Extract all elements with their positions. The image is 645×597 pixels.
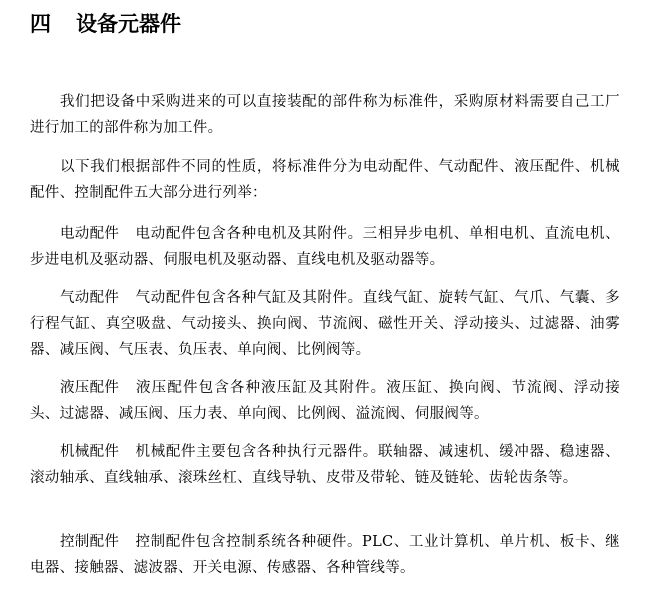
section-heading — [30, 9, 181, 39]
intro-paragraph: 我们把设备中采购进来的可以直接装配的部件称为标准件，采购原材料需要自己工厂进行加工的部件称为加工件。 — [30, 94, 620, 136]
category-term: 控制配件 — [60, 534, 120, 550]
section-title: 设备元器件 — [76, 12, 181, 36]
category-term: 气动配件 — [60, 290, 120, 306]
category-term: 电动配件 — [60, 226, 120, 242]
overview-paragraph: 以下我们根据部件不同的性质，将标准件分为电动配件、气动配件、液压配件、机械配件、控制配件五大部分进行列举： — [30, 159, 620, 201]
category-hydraulic — [30, 375, 620, 427]
category-description: 控制配件包含控制系统各种硬件。PLC、工业计算机、单片机、板卡、继电器、接触器、滤波器、开关电源、传感器、各种管线等。 — [30, 534, 620, 576]
category-pneumatic — [30, 285, 620, 363]
category-term: 机械配件 — [60, 444, 120, 460]
category-description: 气动配件包含各种气缸及其附件。直线气缸、旋转气缸、气爪、气囊、多行程气缸、真空吸盘、气动接头、换向阀、节流阀、磁性开关、浮动接头、过滤器、油雾器、减压阀、气压表、负压表、单向阀、比例阀等。 — [30, 290, 620, 358]
category-description: 机械配件主要包含各种执行元器件。联轴器、减速机、缓冲器、稳速器、滚动轴承、直线轴承、滚珠丝杠、直线导轨、皮带及带轮、链及链轮、齿轮齿条等。 — [30, 444, 620, 486]
section-number: 四 — [30, 12, 51, 36]
category-mechanical — [30, 439, 620, 491]
category-control — [30, 529, 620, 581]
category-term: 液压配件 — [60, 380, 120, 396]
category-electric — [30, 221, 620, 273]
category-description: 液压配件包含各种液压缸及其附件。液压缸、换向阀、节流阀、浮动接头、过滤器、减压阀、压力表、单向阀、比例阀、溢流阀、伺服阀等。 — [30, 380, 620, 422]
category-description: 电动配件包含各种电机及其附件。三相异步电机、单相电机、直流电机、步进电机及驱动器、伺服电机及驱动器、直线电机及驱动器等。 — [30, 226, 620, 268]
